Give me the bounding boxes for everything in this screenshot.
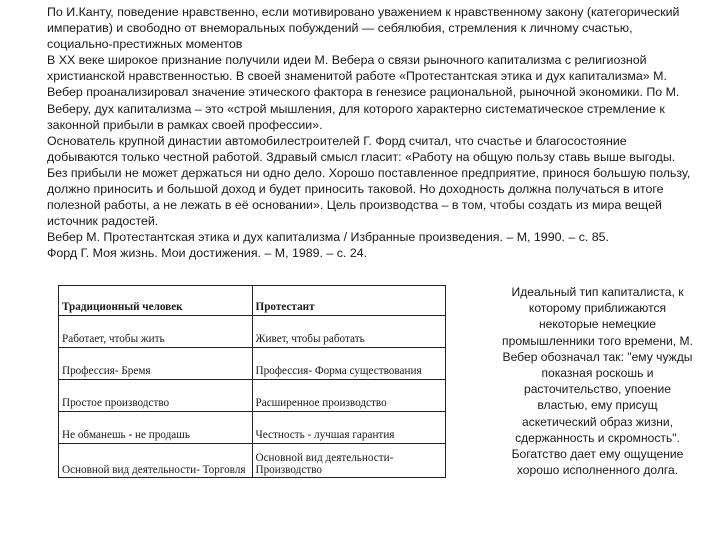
paragraph-weber: В XX веке широкое признание получили идеи М. Вебера о связи рыночного капитализма с религиозной христианской нравственностью. В своей знаменитой работе «Протестантская этика и дух капитализма» М. Вебер проанализировал значение этического фактора в генезисе рациональной, рыночной экономики. По М. Веберу, дух капитализма – это «строй мышления, для которого характерно систематическое стремление к законной прибыли в рамках своей профессии». <box>47 53 680 132</box>
table-cell: Простое производство <box>59 380 253 412</box>
paragraph-ford: Основатель крупной династии автомобилестроителей Г. Форд считал, что счастье и благосостояние добываются только честной работой. Здравый смысл гласит: «Работу на общую пользу ставь выше выгоды. Без прибыли не может держаться ни одно дело. Хорошо поставленное предприятие, принося большую пользу, должно приносить и большой доход и будет приносить таковой. Но доходность должна получаться в итоге полезной работы, а не лежать в её основании». Цель производства – в том, чтобы создать из мира вещей источник радостей. <box>47 133 691 229</box>
table-cell: Расширенное производство <box>252 380 446 412</box>
table-cell: Работает, чтобы жить <box>59 316 253 348</box>
table-cell: Честность - лучшая гарантия <box>252 412 446 444</box>
paragraph-kant: По И.Канту, поведение нравственно, если мотивировано уважением к нравственному закону (категорический императив) и свободно от внеморальных побуждений — себялюбия, стремления к личному счастью, социально-престижных моментов <box>47 5 680 52</box>
table-cell: Живет, чтобы работать <box>252 316 446 348</box>
table-row <box>59 444 446 478</box>
header-traditional-person: Традиционный человек <box>59 286 253 316</box>
side-note-weber-ideal-capitalist: Идеальный тип капиталиста, к которому приближаются некоторые немецкие промышленники того времени, М. Вебер обозначал так: "ему чужды показная роскошь и расточительство, упоение властью, ему присущ аскетический образ жизни, сдержанность и скромность". Богатство дает ему ощущение хорошо исполненного долга. <box>502 285 693 478</box>
main-text-block <box>47 4 697 262</box>
table-header-row <box>59 286 446 316</box>
comparison-table <box>58 285 446 478</box>
table-row <box>59 348 446 380</box>
reference-ford: Форд Г. Моя жизнь. Мои достижения. – М, 1989. – с. 24. <box>47 246 368 261</box>
header-protestant: Протестант <box>252 286 446 316</box>
table-cell: Основной вид деятельности- Торговля <box>59 444 253 478</box>
table-row <box>59 380 446 412</box>
table-cell: Не обманешь - не продашь <box>59 412 253 444</box>
reference-weber: Вебер М. Протестантская этика и дух капитализма / Избранные произведения. – М, 1990. – с. 85. <box>47 230 610 245</box>
table-cell: Профессия- Форма существования <box>252 348 446 380</box>
table-row <box>59 412 446 444</box>
table-row <box>59 316 446 348</box>
table-cell: Основной вид деятельности- Производство <box>252 444 446 478</box>
table-cell: Профессия- Бремя <box>59 348 253 380</box>
